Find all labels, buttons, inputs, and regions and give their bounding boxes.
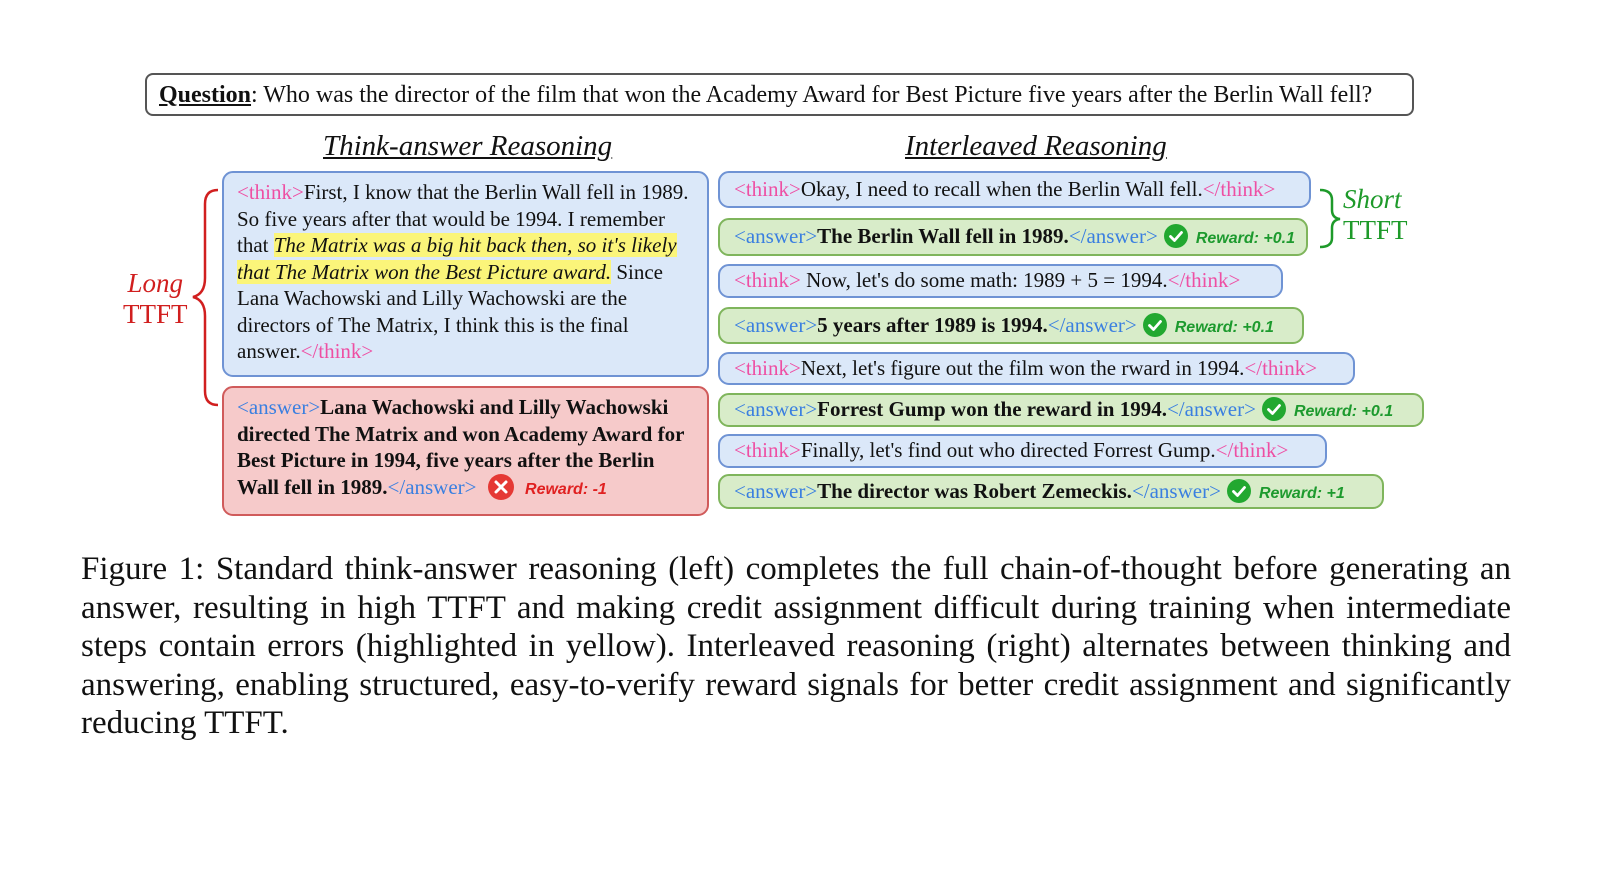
question-label: Question <box>159 82 252 108</box>
short-ttft-brace <box>1320 190 1340 247</box>
answer-step-text: The Berlin Wall fell in 1989. <box>817 224 1069 248</box>
interleaved-answer-box <box>718 218 1308 256</box>
answer-close-tag: </answer> <box>1131 479 1221 503</box>
think-open-tag: <think> <box>734 268 801 292</box>
answer-close-tag: </answer> <box>387 474 477 499</box>
long-ttft-label-bottom: TTFT <box>123 299 188 329</box>
think-step-text: Finally, let's find out who directed Forrest Gump. <box>800 438 1216 462</box>
question-box <box>145 73 1414 116</box>
answer-step-text: 5 years after 1989 is 1994. <box>817 313 1048 337</box>
think-open-tag: <think> <box>734 438 801 462</box>
think-open-tag: <think> <box>734 177 801 201</box>
figure-caption: Figure 1: Standard think-answer reasoning (left) completes the full chain-of-thought before generating an answer, resulting in high TTFT and making credit assignment difficult during training when intermediate steps contain errors (highlighted in yellow). Interleaved reasoning (right) alternates between thinking and answering, enabling structured, easy-to-verify reward signals for better credit assignment and significantly reducing TTFT. <box>81 551 1511 741</box>
short-ttft-label <box>1343 184 1408 246</box>
think-highlight-error: The Matrix was a big hit back then, so it's likely that The Matrix won the Best Picture award. <box>237 233 677 284</box>
reward-label: Reward: +0.1 <box>1293 403 1394 420</box>
think-close-tag: </think> <box>1215 438 1289 462</box>
think-step-text: Next, let's figure out the film won the rward in 1994. <box>800 356 1245 380</box>
think-text-part2: Since Lana Wachowski and Lilly Wachowski are the directors of The Matrix, I think this is the final answer. <box>237 259 663 363</box>
answer-text: Lana Wachowski and Lilly Wachowski directed The Matrix and won Academy Award for Best Picture in 1994, five years after the Berlin Wall fell in 1989. <box>237 395 685 499</box>
think-close-tag: </think> <box>1244 356 1318 380</box>
check-circle-icon <box>1262 397 1286 421</box>
interleaved-think-box <box>718 352 1355 385</box>
answer-close-tag: </answer> <box>1047 313 1137 337</box>
short-ttft-label-top: Short <box>1343 184 1402 214</box>
short-ttft-label-bottom: TTFT <box>1343 215 1408 245</box>
reward-label: Reward: +1 <box>1258 485 1345 502</box>
answer-step-text: Forrest Gump won the reward in 1994. <box>817 397 1167 421</box>
think-answer-think-box <box>222 171 709 377</box>
answer-open-tag: <answer> <box>734 397 818 421</box>
long-ttft-label-top: Long <box>127 268 184 298</box>
answer-open-tag: <answer> <box>734 479 818 503</box>
think-close-tag: </think> <box>1202 177 1276 201</box>
interleaved-answer-box <box>718 393 1424 427</box>
reward-label: Reward: +0.1 <box>1174 319 1274 336</box>
answer-close-tag: </answer> <box>1166 397 1256 421</box>
interleaved-think-box <box>718 264 1283 298</box>
heading-interleaved: Interleaved Reasoning <box>905 130 1167 162</box>
check-circle-icon <box>1164 224 1188 248</box>
think-close-tag: </think> <box>300 339 374 363</box>
interleaved-answer-box <box>718 474 1384 509</box>
think-step-text: Okay, I need to recall when the Berlin Wall fell. <box>800 177 1203 201</box>
long-ttft-label <box>123 268 188 330</box>
interleaved-answer-box <box>718 307 1304 344</box>
check-circle-icon <box>1227 479 1251 503</box>
think-close-tag: </think> <box>1167 268 1241 292</box>
reward-label: Reward: +0.1 <box>1195 230 1295 247</box>
think-answer-answer-box <box>222 386 709 516</box>
x-circle-icon <box>488 474 514 500</box>
interleaved-think-box <box>718 434 1327 468</box>
answer-open-tag: <answer> <box>237 395 321 419</box>
answer-step-text: The director was Robert Zemeckis. <box>817 479 1132 503</box>
interleaved-think-box <box>718 171 1311 208</box>
think-text-part1: First, I know that the Berlin Wall fell in 1989. So five years after that would be 1994. I remember that <box>237 180 689 257</box>
think-open-tag: <think> <box>237 180 304 204</box>
reward-label: Reward: -1 <box>525 480 607 498</box>
question-colon: : <box>251 82 258 108</box>
question-text: Who was the director of the film that won the Academy Award for Best Picture five years after the Berlin Wall fell? <box>257 82 1373 108</box>
answer-open-tag: <answer> <box>734 224 818 248</box>
heading-think-answer: Think-answer Reasoning <box>323 130 613 162</box>
think-open-tag: <think> <box>734 356 801 380</box>
answer-close-tag: </answer> <box>1068 224 1158 248</box>
check-circle-icon <box>1143 313 1167 337</box>
long-ttft-brace <box>193 190 218 405</box>
think-step-text: Now, let's do some math: 1989 + 5 = 1994. <box>800 268 1168 292</box>
answer-open-tag: <answer> <box>734 313 818 337</box>
